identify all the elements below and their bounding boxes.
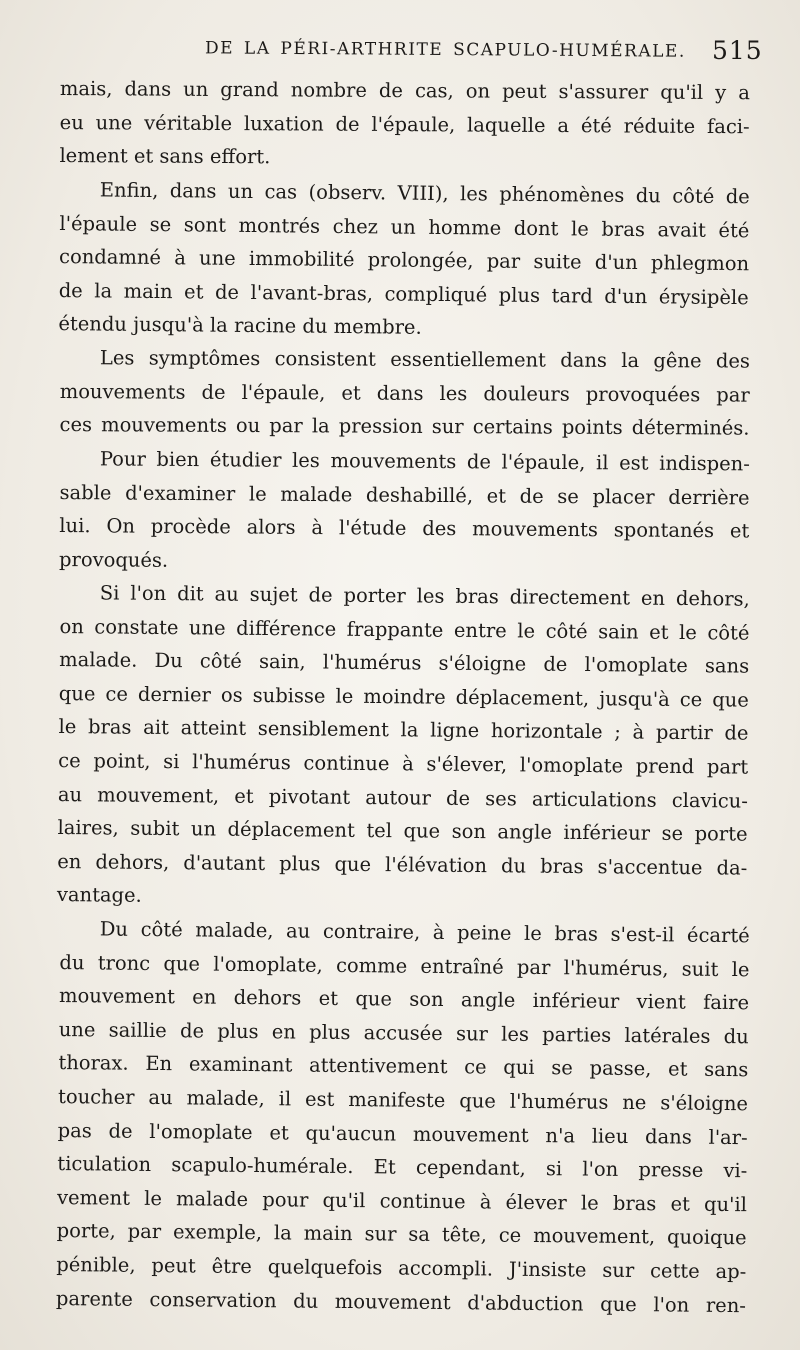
- text-line: porte, par exemple, la main sur sa tête, ce mouvement, quoique: [56, 1219, 747, 1250]
- text-line: que ce dernier os subisse le moindre déplacement, jusqu'à ce que: [58, 681, 749, 712]
- text-line: mais, dans un grand nombre de cas, on peut s'assurer qu'il y a: [59, 76, 750, 105]
- text-line: toucher au malade, il est manifeste que l'humérus ne s'éloigne: [57, 1084, 749, 1116]
- text-line: pas de l'omoplate et qu'aucun mouvement n'a lieu dans l'ar-: [57, 1118, 748, 1149]
- text-line: condamné à une immobilité prolongée, par suite d'un phlegmon: [59, 244, 750, 276]
- text-line: du tronc que l'omoplate, comme entraîné par l'humérus, suit le: [59, 950, 750, 981]
- body-text: [55, 72, 750, 1317]
- text-line: on constate une différence frappante entre le côté sain et le côté: [59, 614, 750, 645]
- text-line: lui. On procède alors à l'étude des mouvements spontanés et: [59, 513, 750, 543]
- paragraph-3: [59, 341, 750, 445]
- text-line: étendu jusqu'à la racine du membre.: [58, 312, 422, 339]
- text-line: Les symptômes consistent essentiellement dans la gêne des: [99, 345, 750, 373]
- text-line: de la main et de l'avant-bras, compliqué plus tard d'un érysipèle: [58, 278, 749, 309]
- text-line: thorax. En examinant attentivement ce qui se passe, et sans: [58, 1051, 749, 1082]
- text-line: ce point, si l'humérus continue à s'élever, l'omoplate prend part: [58, 748, 749, 779]
- page-number: 515: [712, 36, 763, 65]
- text-line: Enfin, dans un cas (observ. VIII), les phénomènes du côté de: [99, 178, 750, 209]
- text-line: une saillie de plus en plus accusée sur les parties latérales du: [58, 1017, 749, 1048]
- text-line: en dehors, d'autant plus que l'élévation du bras s'accentue da-: [57, 849, 748, 880]
- text-line: malade. Du côté sain, l'humérus s'éloigne de l'omoplate sans: [59, 648, 750, 678]
- text-line: pénible, peut être quelquefois accompli. J'insiste sur cette ap-: [56, 1252, 747, 1283]
- text-line: parente conservation du mouvement d'abduction que l'on ren-: [55, 1286, 747, 1317]
- paragraph-1: [59, 72, 750, 177]
- text-line: mouvements de l'épaule, et dans les douleurs provoquées par: [59, 379, 750, 406]
- text-line: sable d'examiner le malade deshabillé, et de se placer derrière: [59, 480, 750, 509]
- text-line: provoqués.: [58, 547, 169, 572]
- running-head: DE LA PÉRI-ARTHRITE SCAPULO-HUMÉRALE.: [204, 38, 686, 62]
- text-line: Du côté malade, au contraire, à peine le bras s'est-il écarté: [99, 917, 750, 948]
- page-header: [0, 36, 800, 74]
- text-line: lement et sans effort.: [59, 144, 271, 169]
- paragraph-4: [59, 442, 750, 582]
- text-line: ticulation scapulo-humérale. Et cependant, si l'on presse vi-: [57, 1151, 748, 1183]
- paragraph-6: [56, 912, 750, 1322]
- text-line: mouvement en dehors et que son angle inférieur vient faire: [59, 984, 750, 1015]
- text-line: au mouvement, et pivotant autour de ses articulations clavicu-: [57, 782, 748, 813]
- text-line: vement le malade pour qu'il continue à élever le bras et qu'il: [56, 1185, 748, 1216]
- text-line: Si l'on dit au sujet de porter les bras directement en dehors,: [99, 581, 750, 611]
- paragraph-2: [58, 173, 750, 348]
- text-line: l'épaule se sont montrés chez un homme dont le bras avait été: [59, 211, 750, 242]
- text-line: le bras ait atteint sensiblement la ligne horizontale ; à partir de: [58, 715, 749, 745]
- text-line: eu une véritable luxation de l'épaule, laquelle a été réduite faci-: [59, 110, 750, 138]
- paragraph-5: [57, 576, 750, 919]
- text-line: vantage.: [56, 883, 142, 908]
- text-line: Pour bien étudier les mouvements de l'épaule, il est indispen-: [99, 446, 750, 475]
- text-line: ces mouvements ou par la pression sur certains points déterminés.: [59, 412, 750, 440]
- text-line: laires, subit un déplacement tel que son angle inférieur se porte: [57, 816, 748, 846]
